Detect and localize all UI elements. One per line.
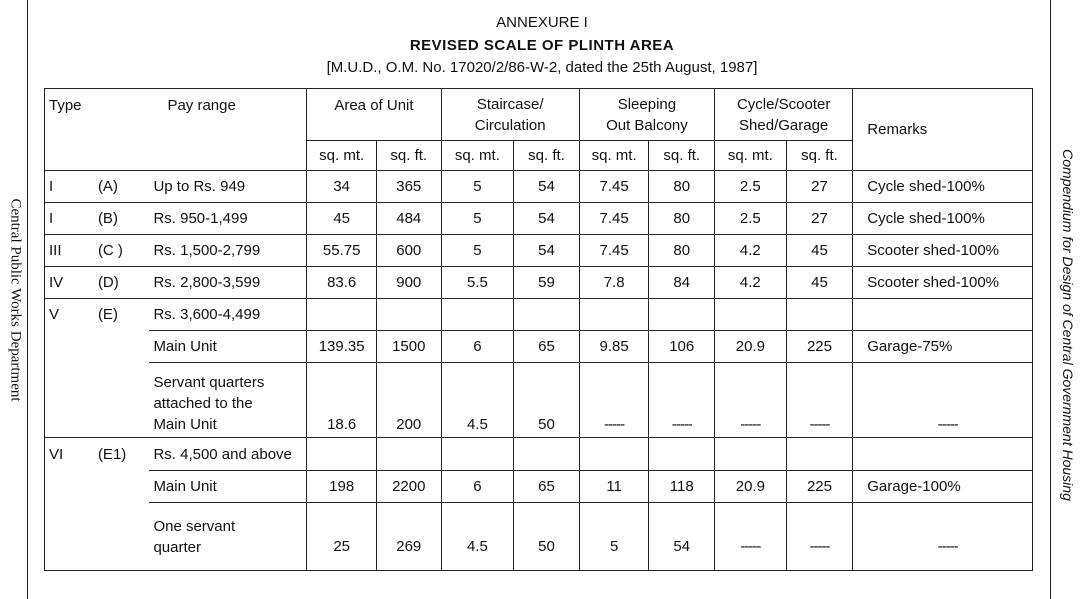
value-cell: ----- — [579, 363, 649, 438]
value-cell: 5.5 — [441, 267, 514, 299]
reference-line: [M.U.D., O.M. No. 17020/2/86-W-2, dated the 25th August, 1987] — [326, 59, 758, 76]
value-cell: 50 — [514, 503, 580, 571]
type-cell: VI — [45, 438, 94, 471]
document-title: REVISED SCALE OF PLINTH AREA — [409, 37, 675, 54]
value-cell: ----- — [715, 503, 787, 571]
table-row — [45, 267, 1033, 299]
code-cell: (E1) — [94, 438, 150, 471]
value-cell: 65 — [514, 471, 580, 503]
remarks-cell: Cycle shed-100% — [853, 203, 1033, 235]
code-cell: (A) — [94, 171, 150, 203]
table-row — [45, 363, 1033, 438]
col-remarks: Remarks — [853, 89, 1033, 171]
value-cell: 7.8 — [579, 267, 649, 299]
sub-unit-label: Servant quarters attached to the Main Unit — [149, 363, 306, 438]
value-cell: 4.2 — [715, 267, 787, 299]
value-cell: 20.9 — [715, 331, 787, 363]
remarks-cell: Scooter shed-100% — [853, 235, 1033, 267]
code-cell: (E) — [94, 299, 150, 331]
value-cell: 80 — [649, 203, 715, 235]
table-row — [45, 438, 1033, 471]
value-cell: 20.9 — [715, 471, 787, 503]
left-margin-rule — [27, 0, 28, 599]
sub-unit-label: One servant quarter — [149, 503, 306, 571]
type-cell: I — [45, 171, 94, 203]
annexure-label: ANNEXURE I — [496, 14, 588, 31]
value-cell: 365 — [376, 171, 441, 203]
col-sleeping: Sleeping Out Balcony — [579, 89, 714, 141]
value-cell: 55.75 — [307, 235, 377, 267]
value-cell: 2.5 — [715, 171, 787, 203]
type-cell: I — [45, 203, 94, 235]
remarks-cell: Scooter shed-100% — [853, 267, 1033, 299]
value-cell: 54 — [514, 171, 580, 203]
code-cell: (C ) — [94, 235, 150, 267]
col-area: Area of Unit — [307, 89, 441, 141]
remarks-cell: ----- — [853, 363, 1033, 438]
value-cell: 269 — [376, 503, 441, 571]
pay-cell: Rs. 3,600-4,499 — [149, 299, 306, 331]
value-cell: 6 — [441, 471, 514, 503]
col-type: Type — [45, 89, 94, 141]
value-cell: 118 — [649, 471, 715, 503]
sub-unit-label: Main Unit — [149, 331, 306, 363]
remarks-cell: Garage-100% — [853, 471, 1033, 503]
value-cell: 11 — [579, 471, 649, 503]
value-cell: 7.45 — [579, 235, 649, 267]
pay-cell: Rs. 2,800-3,599 — [149, 267, 306, 299]
value-cell: 4.5 — [441, 503, 514, 571]
table-row — [45, 171, 1033, 203]
right-margin-rule — [1050, 0, 1051, 599]
unit-label: sq. mt. — [441, 141, 514, 171]
value-cell: 45 — [307, 203, 377, 235]
table-row — [45, 235, 1033, 267]
side-caption-right: Compendium for Design of Central Government Housing — [1060, 149, 1076, 501]
value-cell: 80 — [649, 171, 715, 203]
value-cell: 50 — [514, 363, 580, 438]
value-cell: 9.85 — [579, 331, 649, 363]
remarks-cell: Cycle shed-100% — [853, 171, 1033, 203]
value-cell: 25 — [307, 503, 377, 571]
value-cell: 2200 — [376, 471, 441, 503]
value-cell: 84 — [649, 267, 715, 299]
value-cell: 7.45 — [579, 171, 649, 203]
table-row — [45, 503, 1033, 571]
unit-label: sq. mt. — [715, 141, 787, 171]
value-cell: 45 — [786, 267, 853, 299]
col-staircase: Staircase/ Circulation — [441, 89, 579, 141]
code-cell: (D) — [94, 267, 150, 299]
header-row — [45, 89, 1033, 141]
type-cell: III — [45, 235, 94, 267]
value-cell: 18.6 — [307, 363, 377, 438]
pay-cell: Rs. 4,500 and above — [149, 438, 306, 471]
unit-label: sq. ft. — [514, 141, 580, 171]
value-cell: 5 — [579, 503, 649, 571]
value-cell: 5 — [441, 203, 514, 235]
unit-label: sq. ft. — [376, 141, 441, 171]
type-cell: IV — [45, 267, 94, 299]
table-row — [45, 203, 1033, 235]
value-cell: 4.2 — [715, 235, 787, 267]
remarks-cell: ----- — [853, 503, 1033, 571]
value-cell: 2.5 — [715, 203, 787, 235]
value-cell: 5 — [441, 235, 514, 267]
value-cell: 59 — [514, 267, 580, 299]
remarks-cell: Garage-75% — [853, 331, 1033, 363]
value-cell: 27 — [786, 171, 853, 203]
code-cell: (B) — [94, 203, 150, 235]
value-cell: 54 — [514, 203, 580, 235]
value-cell: ----- — [786, 503, 853, 571]
pay-cell: Up to Rs. 949 — [149, 171, 306, 203]
value-cell: 225 — [786, 471, 853, 503]
unit-label: sq. mt. — [307, 141, 377, 171]
value-cell: 80 — [649, 235, 715, 267]
table-row — [45, 299, 1033, 331]
pay-cell: Rs. 1,500-2,799 — [149, 235, 306, 267]
value-cell: 54 — [514, 235, 580, 267]
value-cell: 139.35 — [307, 331, 377, 363]
table-row — [45, 471, 1033, 503]
value-cell: 484 — [376, 203, 441, 235]
value-cell: 600 — [376, 235, 441, 267]
value-cell: 54 — [649, 503, 715, 571]
value-cell: 34 — [307, 171, 377, 203]
value-cell: 225 — [786, 331, 853, 363]
value-cell: 4.5 — [441, 363, 514, 438]
value-cell: 83.6 — [307, 267, 377, 299]
table-row — [45, 331, 1033, 363]
value-cell: 5 — [441, 171, 514, 203]
col-pay-range: Pay range — [149, 89, 306, 141]
value-cell: ----- — [649, 363, 715, 438]
value-cell: 198 — [307, 471, 377, 503]
col-cycle: Cycle/Scooter Shed/Garage — [715, 89, 853, 141]
unit-label: sq. mt. — [579, 141, 649, 171]
value-cell: 7.45 — [579, 203, 649, 235]
type-cell: V — [45, 299, 94, 331]
plinth-area-table — [44, 88, 1033, 571]
pay-cell: Rs. 950-1,499 — [149, 203, 306, 235]
value-cell: 6 — [441, 331, 514, 363]
value-cell: 200 — [376, 363, 441, 438]
value-cell: 27 — [786, 203, 853, 235]
sub-unit-label: Main Unit — [149, 471, 306, 503]
unit-label: sq. ft. — [649, 141, 715, 171]
value-cell: ----- — [786, 363, 853, 438]
value-cell: 1500 — [376, 331, 441, 363]
value-cell: 900 — [376, 267, 441, 299]
value-cell: 106 — [649, 331, 715, 363]
value-cell: 65 — [514, 331, 580, 363]
value-cell: ----- — [715, 363, 787, 438]
side-caption-left: Central Public Works Department — [7, 198, 24, 402]
value-cell: 45 — [786, 235, 853, 267]
unit-label: sq. ft. — [786, 141, 853, 171]
